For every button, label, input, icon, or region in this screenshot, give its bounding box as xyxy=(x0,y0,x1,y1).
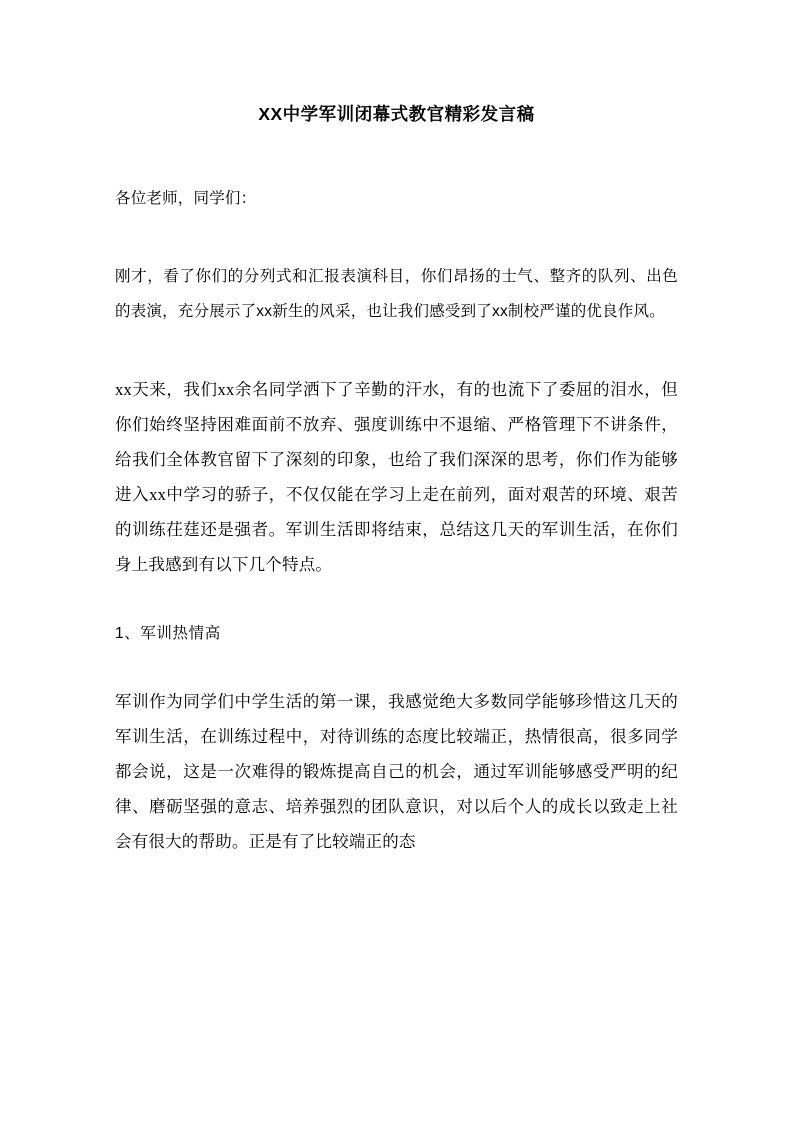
spacer xyxy=(115,651,678,685)
spacer xyxy=(115,128,678,182)
paragraph-opening: 刚才，看了你们的分列式和汇报表演科目，你们昂扬的士气、整齐的队列、出色的表演，充分展示了xx新生的风采，也让我们感受到了xx制校严谨的优良作风。 xyxy=(115,268,678,320)
section-heading-1: 1、军训热情高 xyxy=(115,625,221,643)
paragraph-section-1-body: 军训作为同学们中学生活的第一课，我感觉绝大多数同学能够珍惜这几天的军训生活，在训练过程中，对待训练的态度比较端正，热情很高，很多同学都会说，这是一次难得的锻炼提高自己的机会，通过军训能够感受严明的纪律、磨砺坚强的意志、培养强烈的团队意识，对以后个人的成长以致走上社会有很大的帮助。正是有了比较端正的态 xyxy=(115,692,678,852)
spacer xyxy=(115,329,678,373)
paragraph-body-1: xx天来，我们xx余名同学洒下了辛勤的汗水，有的也流下了委屈的泪水，但你们始终坚持困难面前不放弃、强度训练中不退缩、严格管理下不讲条件，给我们全体教官留下了深刻的印象，也给了我们深深的思考，你们作为能够进入xx中学习的骄子，不仅仅能在学习上走在前列，面对艰苦的环境、艰苦的训练茌莛还是强者。军训生活即将结束，总结这几天的军训生活，在你们身上我感到有以下几个特点。 xyxy=(115,380,678,575)
spacer xyxy=(115,216,678,260)
spacer xyxy=(115,583,678,617)
paragraph-salutation: 各位老师，同学们： xyxy=(115,190,257,207)
page-title: XX中学军训闭幕式教官精彩发言稿 xyxy=(258,104,535,124)
